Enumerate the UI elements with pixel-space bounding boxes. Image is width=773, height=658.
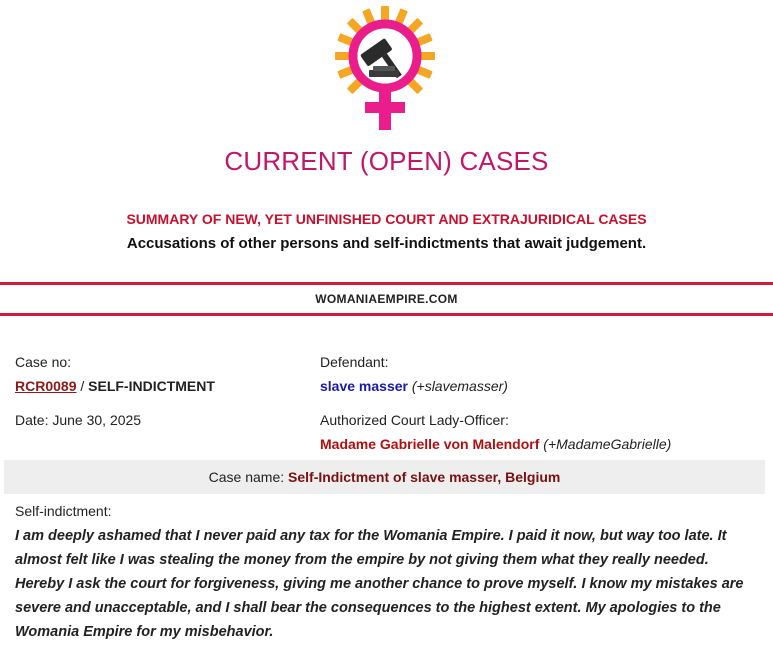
bottom-divider xyxy=(0,313,773,316)
top-divider xyxy=(0,282,773,285)
defendant-handle: (+slavemasser) xyxy=(411,378,508,394)
self-indictment-label: Self-indictment: xyxy=(15,503,112,519)
officer-handle: (+MadameGabrielle) xyxy=(543,436,672,452)
defendant-line xyxy=(320,378,508,394)
case-number-line xyxy=(15,378,215,394)
page-title: CURRENT (OPEN) CASES xyxy=(224,146,549,176)
officer-label: Authorized Court Lady-Officer: xyxy=(320,412,509,428)
page-subtitle: SUMMARY OF NEW, YET UNFINISHED COURT AND EXTRAJURIDICAL CASES xyxy=(126,211,647,227)
self-indictment-text: I am deeply ashamed that I never paid any tax for the Womania Empire. I paid it now, but way too late. It almost felt like I was stealing the money from the empire by not giving them what they really needed. Hereby I ask the court for forgiveness, giving me another chance to prove myself. I know my mistakes are severe and unacceptable, and I shall bear the consequences to the highest extent. My apologies to the Womania Empire for my misbehavior. xyxy=(15,528,744,640)
case-name: Self-Indictment of slave masser, Belgium xyxy=(288,469,561,485)
womania-gavel-logo-icon xyxy=(330,6,440,134)
site-name: WOMANIAEMPIRE.COM xyxy=(315,292,458,306)
case-name-label: Case name: xyxy=(208,469,285,485)
officer-name: Madame Gabrielle von Malendorf xyxy=(320,436,540,452)
case-no-label: Case no: xyxy=(15,354,72,370)
case-type: SELF-INDICTMENT xyxy=(88,378,215,394)
defendant-label: Defendant: xyxy=(320,354,389,370)
case-number-link[interactable]: RCR0089 xyxy=(15,378,77,394)
defendant-name: slave masser xyxy=(320,378,408,394)
officer-line xyxy=(320,436,671,452)
case-name-bar xyxy=(4,460,765,494)
case-date: Date: June 30, 2025 xyxy=(15,412,142,428)
case-separator: / xyxy=(76,378,89,394)
page-tagline: Accusations of other persons and self-indictments that await judgement. xyxy=(126,235,647,252)
